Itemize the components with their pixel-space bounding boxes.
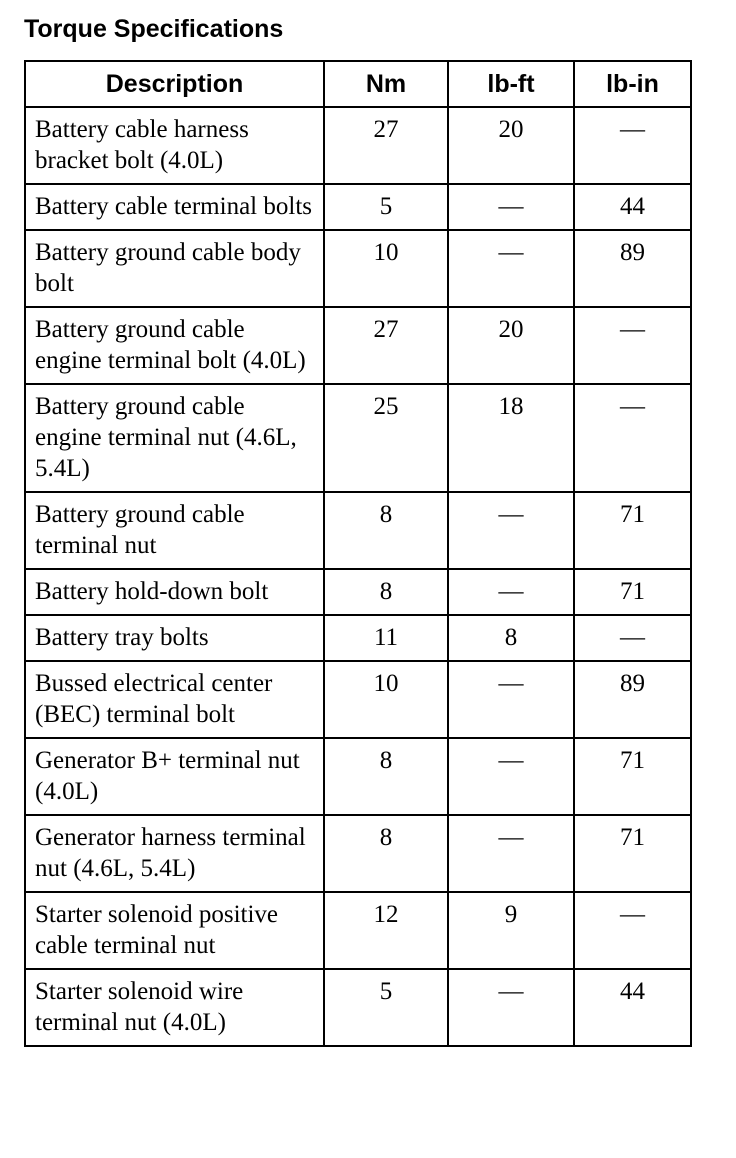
page-title: Torque Specifications <box>24 15 284 43</box>
nm-cell: 8 <box>324 738 448 815</box>
description-cell: Battery cable terminal bolts <box>25 184 324 230</box>
lb-ft-cell: — <box>448 969 574 1046</box>
nm-cell: 25 <box>324 384 448 492</box>
lb-in-cell: 89 <box>574 661 691 738</box>
lb-ft-cell: — <box>448 738 574 815</box>
lb-in-cell: — <box>574 107 691 184</box>
lb-ft-cell: 8 <box>448 615 574 661</box>
table-row <box>25 738 691 815</box>
lb-ft-cell: — <box>448 661 574 738</box>
description-cell: Battery ground cable engine terminal nut (4.6L, 5.4L) <box>25 384 324 492</box>
nm-cell: 5 <box>324 184 448 230</box>
nm-cell: 12 <box>324 892 448 969</box>
table-row <box>25 492 691 569</box>
table-row <box>25 815 691 892</box>
nm-cell: 10 <box>324 661 448 738</box>
nm-cell: 8 <box>324 492 448 569</box>
description-cell: Bussed electrical center (BEC) terminal bolt <box>25 661 324 738</box>
description-cell: Battery ground cable body bolt <box>25 230 324 307</box>
description-cell: Generator B+ terminal nut (4.0L) <box>25 738 324 815</box>
table-row <box>25 307 691 384</box>
lb-ft-cell: — <box>448 184 574 230</box>
nm-cell: 5 <box>324 969 448 1046</box>
column-header-nm: Nm <box>324 61 448 107</box>
table-row <box>25 969 691 1046</box>
table-row <box>25 661 691 738</box>
lb-in-cell: — <box>574 384 691 492</box>
lb-in-cell: 71 <box>574 569 691 615</box>
nm-cell: 11 <box>324 615 448 661</box>
lb-ft-cell: — <box>448 569 574 615</box>
table-row <box>25 569 691 615</box>
lb-in-cell: — <box>574 615 691 661</box>
description-cell: Battery ground cable terminal nut <box>25 492 324 569</box>
column-header-description: Description <box>25 61 324 107</box>
nm-cell: 10 <box>324 230 448 307</box>
table-row <box>25 615 691 661</box>
column-header-lb-in: lb-in <box>574 61 691 107</box>
lb-ft-cell: 20 <box>448 307 574 384</box>
description-cell: Starter solenoid wire terminal nut (4.0L) <box>25 969 324 1046</box>
lb-ft-cell: — <box>448 815 574 892</box>
description-cell: Battery cable harness bracket bolt (4.0L) <box>25 107 324 184</box>
description-cell: Battery tray bolts <box>25 615 324 661</box>
lb-ft-cell: 20 <box>448 107 574 184</box>
nm-cell: 8 <box>324 569 448 615</box>
lb-in-cell: — <box>574 307 691 384</box>
lb-ft-cell: — <box>448 492 574 569</box>
description-cell: Battery ground cable engine terminal bolt (4.0L) <box>25 307 324 384</box>
description-cell: Battery hold-down bolt <box>25 569 324 615</box>
nm-cell: 27 <box>324 107 448 184</box>
lb-in-cell: 71 <box>574 492 691 569</box>
lb-in-cell: 71 <box>574 738 691 815</box>
header-row <box>25 61 691 107</box>
lb-in-cell: 89 <box>574 230 691 307</box>
table-row <box>25 107 691 184</box>
table-row <box>25 230 691 307</box>
lb-in-cell: 71 <box>574 815 691 892</box>
lb-in-cell: 44 <box>574 969 691 1046</box>
description-cell: Generator harness terminal nut (4.6L, 5.4L) <box>25 815 324 892</box>
description-cell: Starter solenoid positive cable terminal nut <box>25 892 324 969</box>
nm-cell: 27 <box>324 307 448 384</box>
table-row <box>25 384 691 492</box>
table-row <box>25 892 691 969</box>
column-header-lb-ft: lb-ft <box>448 61 574 107</box>
lb-in-cell: 44 <box>574 184 691 230</box>
table-row <box>25 184 691 230</box>
lb-ft-cell: 9 <box>448 892 574 969</box>
lb-in-cell: — <box>574 892 691 969</box>
nm-cell: 8 <box>324 815 448 892</box>
lb-ft-cell: — <box>448 230 574 307</box>
lb-ft-cell: 18 <box>448 384 574 492</box>
torque-specifications-table <box>24 60 692 1047</box>
